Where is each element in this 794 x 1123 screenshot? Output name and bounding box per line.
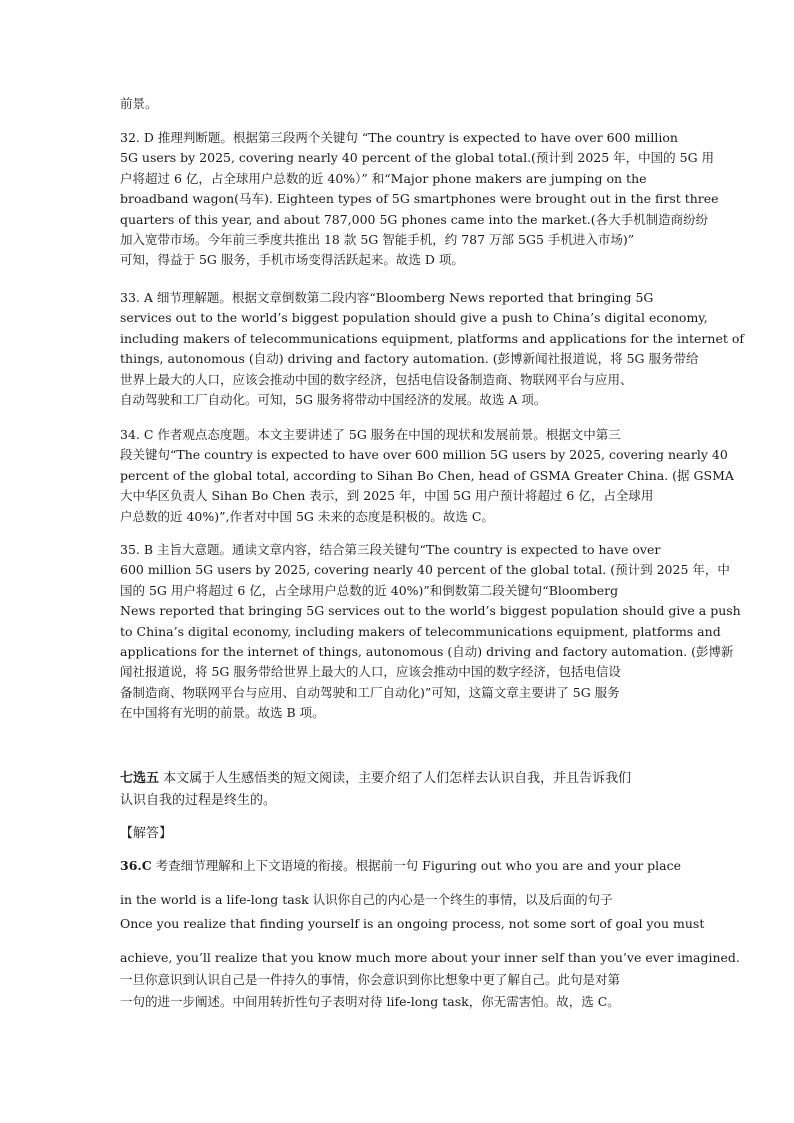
text-line: 大中华区负责人 Sihan Bo Chen 表示，到 2025 年，中国 5G 用户预计将超过 6 亿，占全球用 [120,488,654,504]
text-line: in the world is a life-long task 认识你自己的内心是一个终生的事情，以及后面的句子 [120,892,613,907]
text-line: Once you realize that finding yourself is an ongoing process, not some sort of goal you must [120,916,705,931]
section-summary-line: 本文属于人生感悟类的短文阅读，主要介绍了人们怎样去认识自我，并且告诉我们 [159,771,632,786]
text-line: including makers of telecommunications equipment, platforms and applications for the internet of [120,330,744,346]
text-line: to China’s digital economy, including makers of telecommunications equipment, platforms and [120,623,721,639]
text-line: 户将超过 6 亿，占全球用户总数的近 40%）” 和“Major phone makers are jumping on the [120,170,647,186]
text-line: 户总数的近 40%)”,作者对中国 5G 未来的态度是积极的。故选 C。 [120,508,494,524]
text-line: 34. C 作者观点态度题。本文主要讲述了 5G 服务在中国的现状和发展前景。根据文中第三 [120,427,621,442]
text-line: 闻社报道说，将 5G 服务带给世界上最大的人口，应该会推动中国的数字经济，包括电信设 [120,664,621,680]
text-line: 世界上最大的人口，应该会推动中国的数字经济，包括电信设备制造商、物联网平台与应用、 [120,371,633,387]
answer-label: 【解答】 [120,826,173,841]
text-line: 备制造商、物联网平台与应用、自动驾驶和工厂自动化)”可知，这篇文章主要讲了 5G 服务 [120,684,620,700]
text-line: 前景。 [120,96,158,111]
text-line: 一旦你意识到认识自己是一件持久的事情，你会意识到你比想象中更了解自己。此句是对第 [120,972,621,987]
text-line: 600 million 5G users by 2025, covering nearly 40 percent of the global total. (预计到 2025 年，中 [120,562,730,578]
text-line: 可知，得益于 5G 服务，手机市场变得活跃起来。故选 D 项。 [120,252,464,268]
text-line [120,768,676,790]
text-line: 认识自我的过程是终生的。 [120,793,277,808]
answer-32-paragraph [120,128,719,271]
text-line: 加入宽带市场。今年前三季度共推出 18 款 5G 智能手机，约 787 万部 5G5 手机进入市场)” [120,232,635,248]
answer-36-paragraph [120,856,740,1014]
answer-34-paragraph [120,425,734,527]
section-heading: 七选五 [120,771,160,786]
text-line: 5G users by 2025, covering nearly 40 percent of the global total.(预计到 2025 年，中国的 5G 用 [120,150,715,166]
answer-36-number: 36.C [120,858,152,873]
text-line: 32. D 推理判断题。根据第三段两个关键句 “The country is expected to have over 600 million [120,130,678,145]
answer-36-line: 考查细节理解和上下文语境的衔接。根据前一句 Figuring out who you are and your place [151,858,682,873]
text-line: services out to the world’s biggest population should give a push to China’s digital economy, [120,310,708,326]
text-line: News reported that bringing 5G services out to the world’s biggest population should give a push [120,603,741,619]
text-line: percent of the global total, according to Sihan Bo Chen, head of GSMA Greater China. (据 GSMA [120,467,734,483]
text-line: 33. A 细节理解题。根据文章倒数第二段内容“Bloomberg News reported that bringing 5G [120,290,654,305]
text-line: applications for the internet of things, autonomous (自动) driving and factory automation. (彭博新 [120,644,734,660]
text-line: 一句的进一步阐述。中间用转折性句子表明对待 life-long task，你无需害怕。故，选 C。 [120,994,620,1009]
text-line: 段关键句“The country is expected to have over 600 million 5G users by 2025, covering nearly 40 [120,447,728,463]
text-line: 国的 5G 用户将超过 6 亿，占全球用户总数的近 40%)”和倒数第二段关键句“Bloomberg [120,582,619,598]
section-seven-choose-five [120,768,676,812]
text-line: achieve, you’ll realize that you know much more about your inner self than you’ve ever imagined. [120,950,740,965]
answer-33-paragraph [120,288,744,410]
answer-35-paragraph [120,540,741,724]
text-line: broadband wagon(马车). Eighteen types of 5G smartphones were brought out in the first three [120,191,719,207]
text-line: 在中国将有光明的前景。故选 B 项。 [120,705,325,721]
intro-tail-paragraph [120,94,676,114]
text-line: 35. B 主旨大意题。通读文章内容，结合第三段关键句“The country is expected to have over [120,542,661,557]
text-line: things, autonomous (自动) driving and factory automation. (彭博新闻社报道说，将 5G 服务带给 [120,351,699,367]
text-line [120,856,680,890]
text-line: 自动驾驶和工厂自动化。可知，5G 服务将带动中国经济的发展。故选 A 项。 [120,392,547,408]
text-line: quarters of this year, and about 787,000 5G phones came into the market.(各大手机制造商纷纷 [120,211,709,227]
